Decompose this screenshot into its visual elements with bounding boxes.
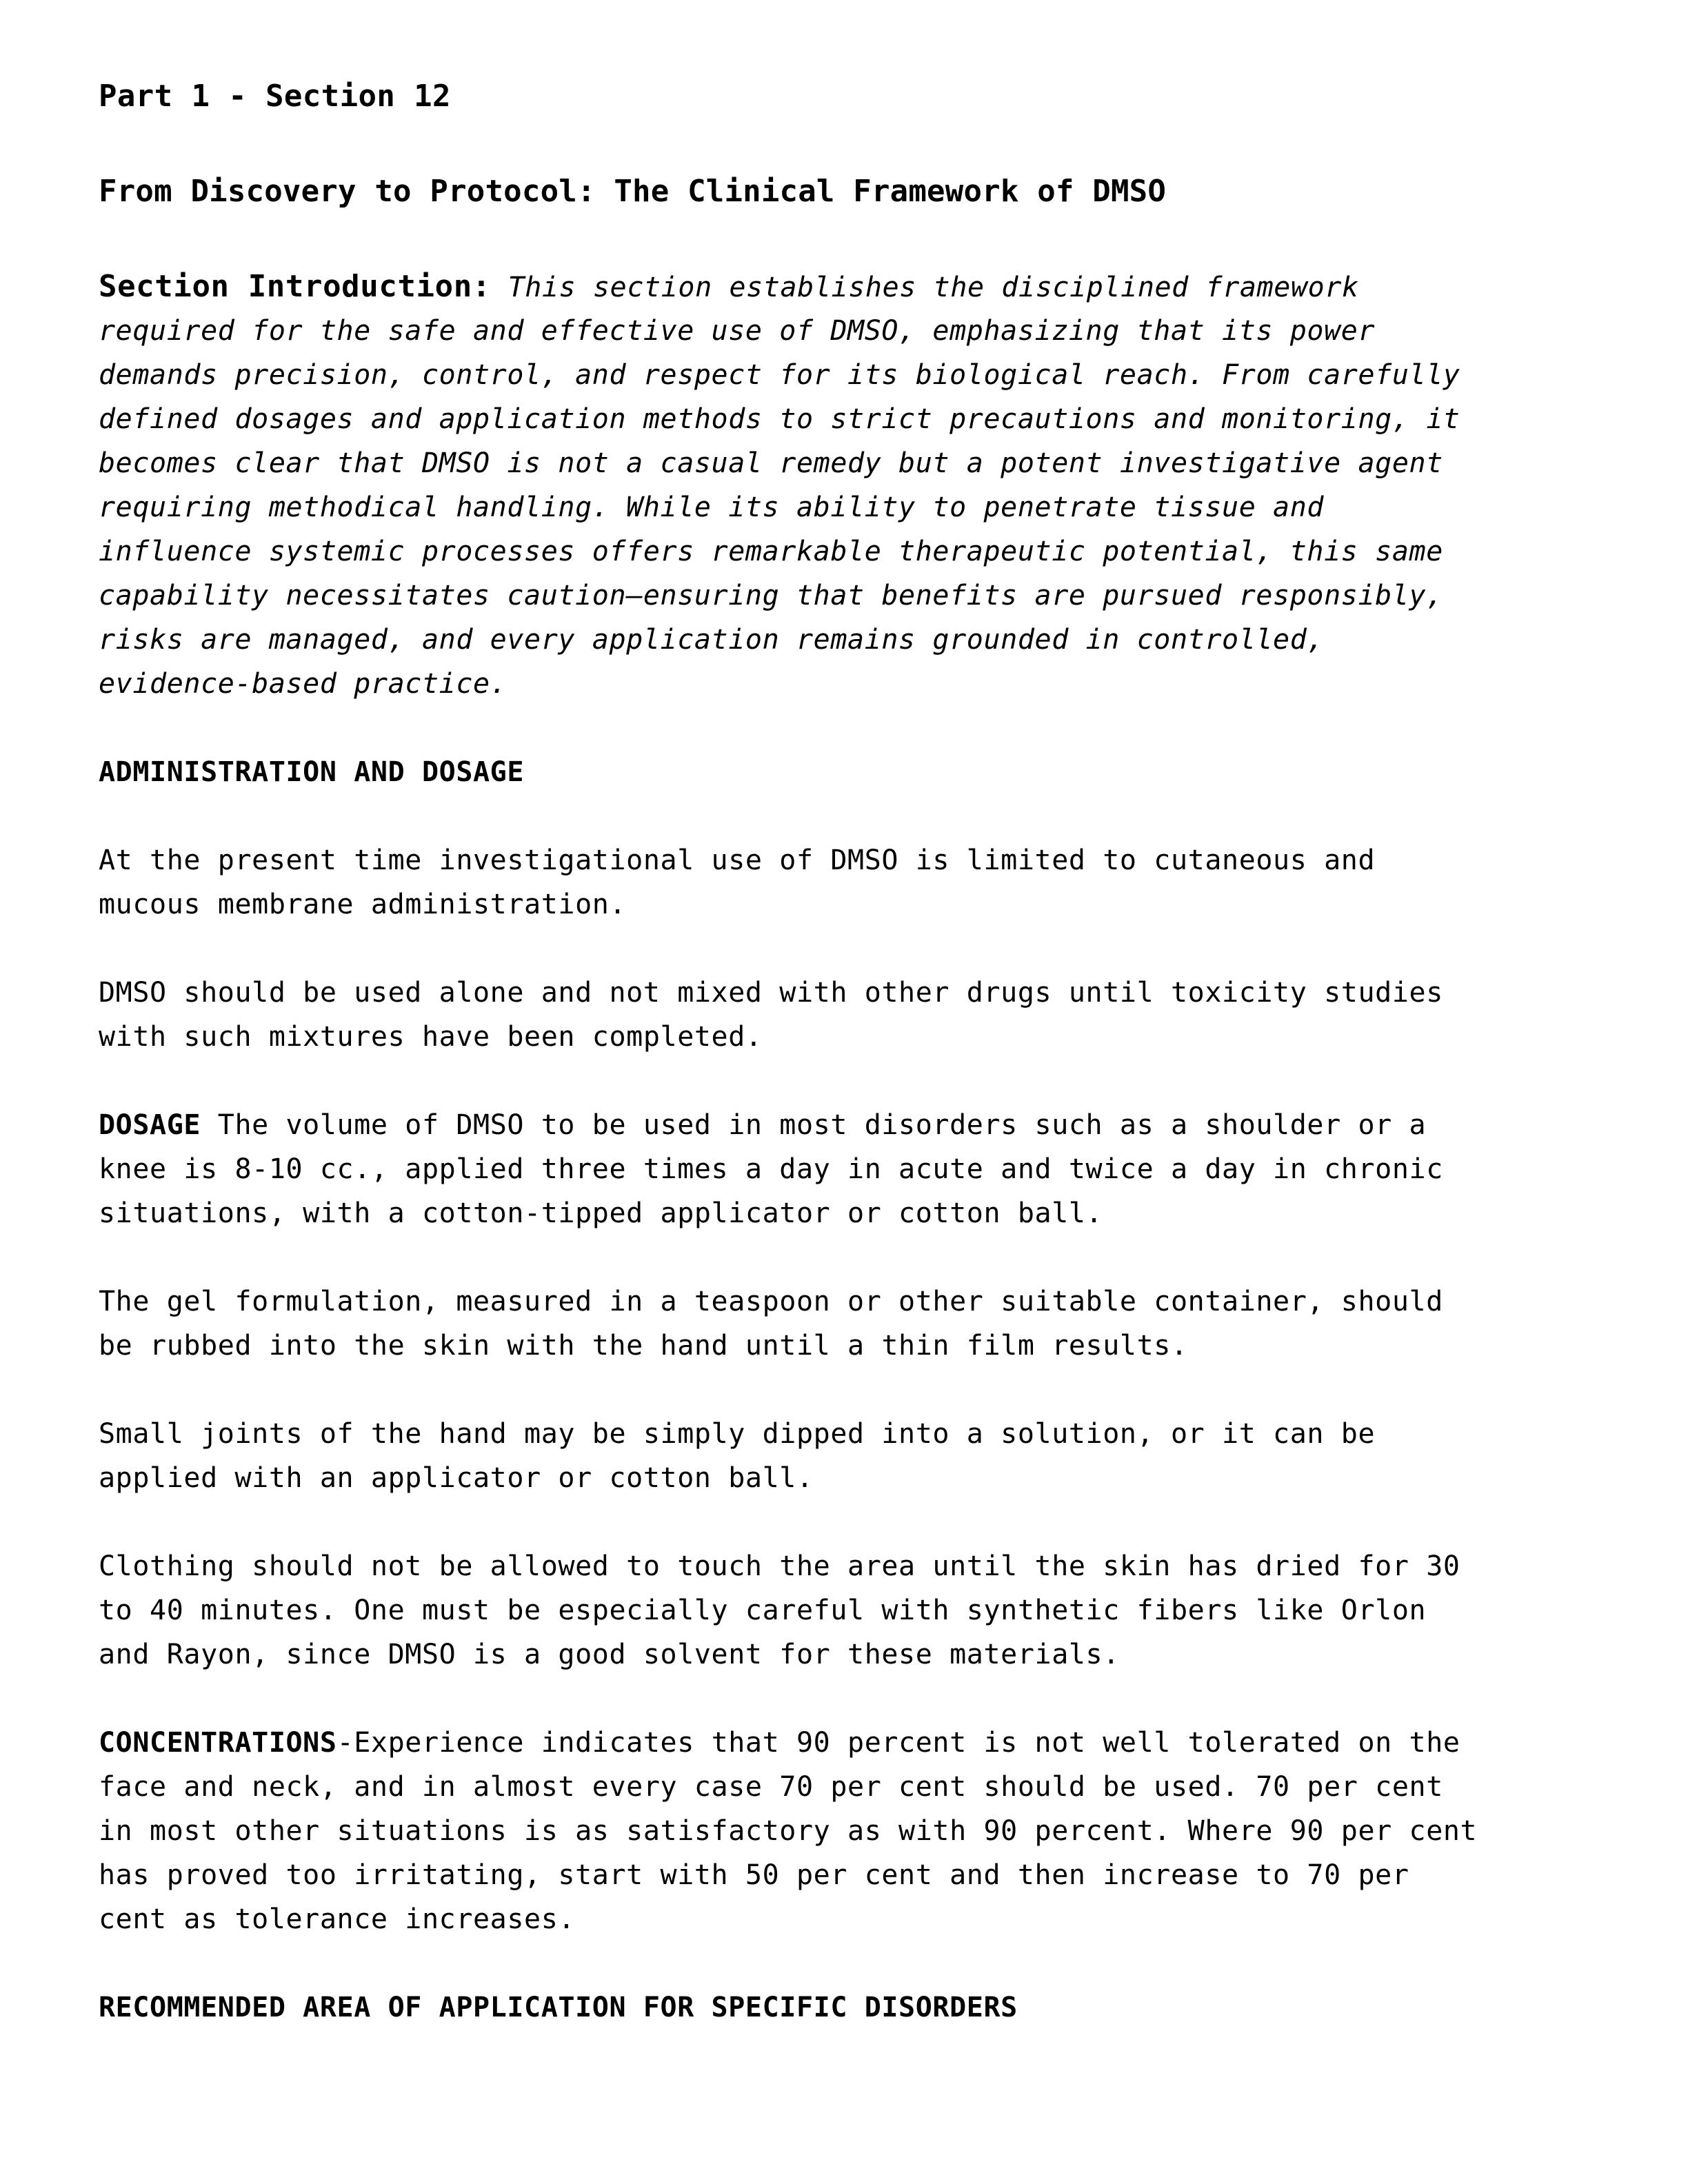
paragraph-line: Small joints of the hand may be simply dipped into a solution, or it can be xyxy=(99,1418,1376,1450)
paragraph-concentrations xyxy=(99,1721,1650,1941)
paragraph-line: cent as tolerance increases. xyxy=(99,1903,576,1935)
dosage-first-line xyxy=(99,1103,1650,1147)
paragraph-line: mucous membrane administration. xyxy=(99,889,627,920)
section-heading-administration-and-dosage: ADMINISTRATION AND DOSAGE xyxy=(99,756,525,788)
intro-label: Section Introduction: xyxy=(99,269,491,304)
paragraph-line: applied with an applicator or cotton ball. xyxy=(99,1462,814,1494)
paragraph-line: to 40 minutes. One must be especially careful with synthetic fibers like Orlon xyxy=(99,1595,1427,1626)
section-heading-recommended-area: RECOMMENDED AREA OF APPLICATION FOR SPECIFIC DISORDERS xyxy=(99,1992,1018,2023)
part-title: Part 1 - Section 12 xyxy=(99,79,451,114)
intro-line: evidence-based practice. xyxy=(99,668,508,700)
paragraph-line: and Rayon, since DMSO is a good solvent for these materials. xyxy=(99,1639,1120,1670)
intro-line: defined dosages and application methods to strict precautions and monitoring, it xyxy=(99,403,1460,435)
run-in-heading-dosage: DOSAGE xyxy=(99,1109,201,1141)
paragraph-line: has proved too irritating, start with 50 per cent and then increase to 70 per xyxy=(99,1859,1409,1891)
paragraph-clothing xyxy=(99,1544,1650,1677)
paragraph-line: At the present time investigational use of DMSO is limited to cutaneous and xyxy=(99,845,1376,876)
intro-line: becomes clear that DMSO is not a casual remedy but a potent investigative agent xyxy=(99,447,1443,479)
run-in-heading-concentrations: CONCENTRATIONS xyxy=(99,1727,337,1759)
paragraph-dosage xyxy=(99,1103,1650,1235)
intro-line: demands precision, control, and respect for its biological reach. From carefully xyxy=(99,359,1460,391)
intro-line: influence systemic processes offers remarkable therapeutic potential, this same xyxy=(99,536,1443,567)
paragraph-line: -Experience indicates that 90 percent is not well tolerated on the xyxy=(336,1727,1460,1759)
paragraph-line: situations, with a cotton-tipped applicator or cotton ball. xyxy=(99,1197,1103,1229)
intro-line: capability necessitates caution—ensuring that benefits are pursued responsibly, xyxy=(99,580,1443,611)
paragraph-line: face and neck, and in almost every case 70 per cent should be used. 70 per cent xyxy=(99,1771,1443,1803)
paragraph-line: be rubbed into the skin with the hand until a thin film results. xyxy=(99,1330,1188,1362)
intro-first-line xyxy=(99,265,1650,309)
intro-line: This section establishes the disciplined framework xyxy=(490,272,1359,303)
paragraph-line: DMSO should be used alone and not mixed with other drugs until toxicity studies xyxy=(99,977,1443,1009)
paragraph-line: The volume of DMSO to be used in most disorders such as a shoulder or a xyxy=(201,1109,1427,1141)
paragraph-line: with such mixtures have been completed. xyxy=(99,1021,763,1053)
intro-line: requiring methodical handling. While its ability to penetrate tissue and xyxy=(99,492,1325,523)
paragraph-line: Clothing should not be allowed to touch the area until the skin has dried for 30 xyxy=(99,1550,1460,1582)
paragraph-line: knee is 8-10 cc., applied three times a day in acute and twice a day in chronic xyxy=(99,1153,1443,1185)
paragraph-small-joints xyxy=(99,1412,1650,1500)
section-introduction xyxy=(99,265,1650,706)
main-title: From Discovery to Protocol: The Clinical Framework of DMSO xyxy=(99,174,1167,209)
paragraph-investigational-use xyxy=(99,838,1650,927)
concentrations-first-line xyxy=(99,1721,1650,1765)
paragraph-line: in most other situations is as satisfactory as with 90 percent. Where 90 per cent xyxy=(99,1815,1478,1847)
paragraph-line: The gel formulation, measured in a teaspoon or other suitable container, should xyxy=(99,1286,1443,1317)
paragraph-gel-formulation xyxy=(99,1280,1650,1368)
intro-line: required for the safe and effective use of DMSO, emphasizing that its power xyxy=(99,315,1376,347)
paragraph-use-alone xyxy=(99,971,1650,1059)
intro-line: risks are managed, and every application remains grounded in controlled, xyxy=(99,624,1325,656)
